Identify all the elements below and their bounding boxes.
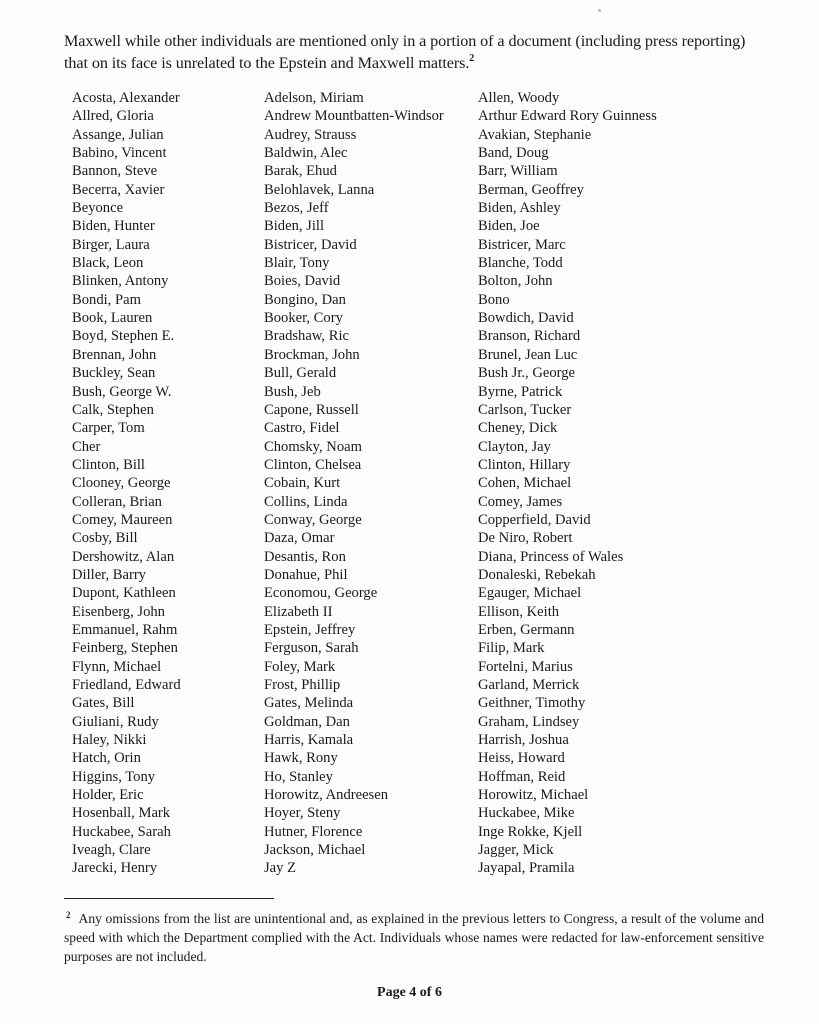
name-entry: Frost, Phillip xyxy=(264,677,341,693)
name-entry: Allred, Gloria xyxy=(72,108,154,125)
name-entry: Fortelni, Marius xyxy=(478,658,573,675)
name-entry: Collins, Linda xyxy=(264,493,348,510)
name-entry: Heiss, Howard xyxy=(478,750,565,767)
name-entry: Birger, Laura xyxy=(72,236,150,253)
name-entry: Bradshaw, Ric xyxy=(264,328,349,345)
name-entry: Bush Jr., George xyxy=(478,365,576,382)
intro-paragraph xyxy=(64,30,764,74)
name-entry: Clayton, Jay xyxy=(478,438,551,455)
name-entry: Bistricer, Marc xyxy=(478,236,566,253)
name-entry: Iveagh, Clare xyxy=(72,842,151,859)
scan-speck xyxy=(598,9,601,12)
name-entry: Inge Rokke, Kjell xyxy=(478,823,583,840)
name-entry: Graham, Lindsey xyxy=(478,713,580,730)
name-entry: Branson, Richard xyxy=(478,328,581,345)
name-entry: Elizabeth II xyxy=(264,603,333,620)
name-entry: Hoffman, Reid xyxy=(478,768,566,785)
name-entry: Black, Leon xyxy=(72,255,144,272)
name-entry: Higgins, Tony xyxy=(72,768,156,785)
name-entry: Emmanuel, Rahm xyxy=(72,621,178,638)
name-entry: Jackson, Michael xyxy=(264,842,366,859)
name-entry: Desantis, Ron xyxy=(264,548,346,565)
name-entry: Chomsky, Noam xyxy=(264,438,362,455)
name-entry: Bongino, Dan xyxy=(264,291,346,308)
name-entry: Cobain, Kurt xyxy=(264,475,341,492)
name-entry: Hosenball, Mark xyxy=(72,805,171,822)
name-entry: Bezos, Jeff xyxy=(264,200,329,217)
name-entry: Giuliani, Rudy xyxy=(72,713,159,730)
name-entry: Buckley, Sean xyxy=(72,365,156,382)
name-entry: Clooney, George xyxy=(72,475,171,492)
name-entry: Clinton, Chelsea xyxy=(264,456,362,473)
name-entry: Bistricer, David xyxy=(264,236,357,253)
name-entry: Colleran, Brian xyxy=(72,493,162,510)
name-entry: Hutner, Florence xyxy=(264,823,363,840)
name-entry: Haley, Nikki xyxy=(72,732,147,749)
name-entry: Adelson, Miriam xyxy=(264,90,364,106)
name-entry: Epstein, Jeffrey xyxy=(264,621,356,638)
name-entry: Hatch, Orin xyxy=(72,750,141,767)
name-entry: Andrew Mountbatten-Windsor xyxy=(264,108,444,125)
name-entry: Bannon, Steve xyxy=(72,163,158,180)
name-entry: Copperfield, David xyxy=(478,511,591,528)
name-entry: Baldwin, Alec xyxy=(264,145,348,162)
name-entry: Jay Z xyxy=(264,860,297,877)
name-entry: Garland, Merrick xyxy=(478,677,580,693)
name-entry: Cosby, Bill xyxy=(72,530,138,547)
name-entry: Allen, Woody xyxy=(478,90,560,106)
name-entry: Clinton, Bill xyxy=(72,456,145,473)
name-entry: Arthur Edward Rory Guinness xyxy=(478,108,657,125)
name-entry: Capone, Russell xyxy=(264,401,359,418)
name-entry: Conway, George xyxy=(264,511,362,528)
name-entry: Gates, Bill xyxy=(72,695,135,712)
names-column-1 xyxy=(72,89,181,878)
name-entry: Donaleski, Rebekah xyxy=(478,566,596,583)
name-entry: Goldman, Dan xyxy=(264,713,350,730)
name-entry: Blair, Tony xyxy=(264,255,330,272)
name-entry: Byrne, Patrick xyxy=(478,383,563,400)
name-entry: Bowdich, David xyxy=(478,310,574,327)
name-entry: Booker, Cory xyxy=(264,310,343,327)
name-entry: Huckabee, Mike xyxy=(478,805,575,822)
footnote-marker: 2 xyxy=(66,910,71,920)
name-entry: Brunel, Jean Luc xyxy=(478,346,578,363)
name-entry: Avakian, Stephanie xyxy=(478,126,592,143)
name-entry: Bondi, Pam xyxy=(72,291,141,308)
name-entry: Biden, Jill xyxy=(264,218,324,235)
name-entry: Comey, James xyxy=(478,493,563,510)
intro-text: Maxwell while other individuals are mentioned only in a portion of a document (including press reporting) that on its face is unrelated to the Epstein and Maxwell matters. xyxy=(64,32,746,72)
name-entry: Harrish, Joshua xyxy=(478,732,569,749)
name-entry: Egauger, Michael xyxy=(478,585,582,602)
name-entry: Ho, Stanley xyxy=(264,768,333,785)
name-entry: Castro, Fidel xyxy=(264,420,340,437)
name-entry: Beyonce xyxy=(72,200,124,217)
name-entry: Foley, Mark xyxy=(264,658,336,675)
name-entry: Becerra, Xavier xyxy=(72,181,165,198)
name-entry: De Niro, Robert xyxy=(478,530,573,547)
name-entry: Calk, Stephen xyxy=(72,401,154,418)
names-column-2 xyxy=(264,89,444,878)
name-entry: Hoyer, Steny xyxy=(264,805,341,822)
name-entry: Barr, William xyxy=(478,163,558,180)
name-entry: Comey, Maureen xyxy=(72,511,173,528)
footnote xyxy=(64,909,764,966)
name-entry: Filip, Mark xyxy=(478,640,545,657)
name-entry: Blinken, Antony xyxy=(72,273,169,290)
name-entry: Dershowitz, Alan xyxy=(72,548,175,565)
name-entry: Carper, Tom xyxy=(72,420,145,437)
name-entry: Daza, Omar xyxy=(264,530,335,547)
name-entry: Hawk, Rony xyxy=(264,750,338,767)
name-entry: Harris, Kamala xyxy=(264,732,354,749)
name-entry: Acosta, Alexander xyxy=(72,90,180,106)
name-entry: Biden, Hunter xyxy=(72,218,155,235)
name-entry: Flynn, Michael xyxy=(72,658,162,675)
name-entry: Erben, Germann xyxy=(478,621,575,638)
name-entry: Jagger, Mick xyxy=(478,842,554,859)
name-entry: Huckabee, Sarah xyxy=(72,823,171,840)
name-entry: Jarecki, Henry xyxy=(72,860,158,877)
name-entry: Barak, Ehud xyxy=(264,163,337,180)
name-entry: Cohen, Michael xyxy=(478,475,572,492)
name-entry: Bono xyxy=(478,291,510,308)
name-entry: Babino, Vincent xyxy=(72,145,167,162)
name-entry: Boyd, Stephen E. xyxy=(72,328,175,345)
name-entry: Cher xyxy=(72,438,101,455)
name-entry: Bush, Jeb xyxy=(264,383,321,400)
name-entry: Eisenberg, John xyxy=(72,603,165,620)
name-entry: Holder, Eric xyxy=(72,787,144,804)
name-entry: Boies, David xyxy=(264,273,341,290)
name-entry: Assange, Julian xyxy=(72,126,164,143)
page-number: Page 4 of 6 xyxy=(377,985,442,1000)
name-entry: Friedland, Edward xyxy=(72,677,181,693)
name-entry: Brennan, John xyxy=(72,346,157,363)
name-entry: Ellison, Keith xyxy=(478,603,560,620)
name-entry: Bush, George W. xyxy=(72,383,172,400)
name-entry: Biden, Ashley xyxy=(478,200,561,217)
name-entry: Audrey, Strauss xyxy=(264,126,357,143)
footnote-text: Any omissions from the list are unintentional and, as explained in the previous letters to Congress, a result of the volume and speed with which the Department complied with the Act. Individuals whose names were redacted for law-enforcement sensitive purposes are not included. xyxy=(64,911,764,964)
footnote-divider xyxy=(64,898,274,899)
name-entry: Clinton, Hillary xyxy=(478,456,571,473)
name-entry: Geithner, Timothy xyxy=(478,695,586,712)
name-entry: Berman, Geoffrey xyxy=(478,181,584,198)
name-entry: Jayapal, Pramila xyxy=(478,860,575,877)
name-entry: Horowitz, Michael xyxy=(478,787,589,804)
name-entry: Bull, Gerald xyxy=(264,365,337,382)
name-entry: Bolton, John xyxy=(478,273,553,290)
names-column-3 xyxy=(478,89,657,878)
name-entry: Belohlavek, Lanna xyxy=(264,181,375,198)
name-entry: Ferguson, Sarah xyxy=(264,640,359,657)
name-entry: Feinberg, Stephen xyxy=(72,640,178,657)
footnote-reference: 2 xyxy=(469,53,475,64)
name-entry: Gates, Melinda xyxy=(264,695,354,712)
name-entry: Horowitz, Andreesen xyxy=(264,787,389,804)
name-entry: Carlson, Tucker xyxy=(478,401,572,418)
name-entry: Biden, Joe xyxy=(478,218,540,235)
name-entry: Book, Lauren xyxy=(72,310,153,327)
name-entry: Band, Doug xyxy=(478,145,549,162)
name-entry: Diana, Princess of Wales xyxy=(478,548,624,565)
name-entry: Dupont, Kathleen xyxy=(72,585,176,602)
name-entry: Donahue, Phil xyxy=(264,566,348,583)
name-entry: Cheney, Dick xyxy=(478,420,558,437)
name-entry: Economou, George xyxy=(264,585,378,602)
name-entry: Diller, Barry xyxy=(72,566,146,583)
name-entry: Brockman, John xyxy=(264,346,360,363)
name-entry: Blanche, Todd xyxy=(478,255,563,272)
